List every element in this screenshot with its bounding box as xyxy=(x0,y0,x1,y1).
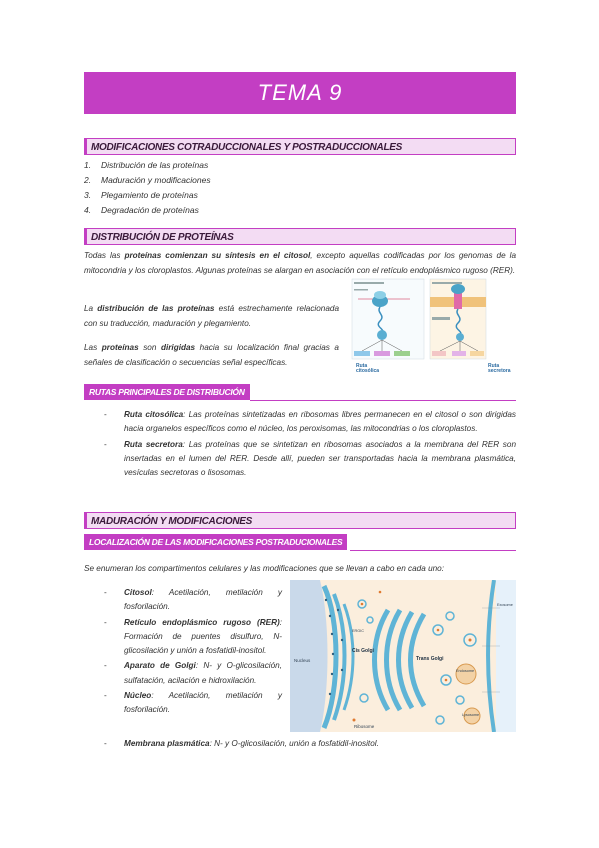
nucleus-label: Nucleus xyxy=(294,658,311,663)
lysosome-label: Lysosome xyxy=(462,713,480,717)
nucleus-shape xyxy=(290,580,328,732)
paragraph-intro-compartimentos: Se enumeran los compartimentos celulares y las modificaciones que se llevan a cabo en cada uno: xyxy=(84,564,444,573)
cytosolic-panel xyxy=(352,279,424,359)
list-item: - Aparato de Golgi: N- y O-glicosilación, sulfatación, acilación e hidroxilación. xyxy=(104,659,282,688)
list-item: - Ruta citosólica: Las proteínas sintetizadas en ribosomas libres permanecen en el citosol o son dirigidas hacia organelos específicos como el núcleo, los peroxisomas, las mitocondrias o los cloroplastos. xyxy=(104,408,516,437)
compartments-list-last xyxy=(104,737,516,752)
cytosolic-caption-2: citosólica xyxy=(356,368,380,373)
endosome-label: Endosome xyxy=(456,669,475,673)
list-item: - Ruta secretora: Las proteínas que se sintetizan en ribosomas asociados a la membrana del RER son insertadas en el lumen del RER. Desde allí, pueden ser transportadas hacia la membrana plasmática, vesículas secretoras o lisosomas. xyxy=(104,438,516,481)
list-item: - Núcleo: Acetilación, metilación y fosforilación. xyxy=(104,689,282,718)
peroxisome-box xyxy=(394,351,410,356)
list-item: - Membrana plasmática: N- y O-glicosilación, unión a fosfatidil-inositol. xyxy=(104,737,516,751)
section-heading-modificaciones: MODIFICACIONES COTRADUCCIONALES Y POSTRADUCCIONALES xyxy=(84,138,516,155)
secretory-caption-1: Ruta xyxy=(488,363,500,369)
list-item: - Citosol: Acetilación, metilación y fosforilación. xyxy=(104,586,282,615)
section-heading-distribucion: DISTRIBUCIÓN DE PROTEÍNAS xyxy=(84,228,516,245)
compartments-list xyxy=(104,586,282,719)
toc-item: 1. Distribución de las proteínas xyxy=(84,160,209,170)
routes-list xyxy=(104,408,516,481)
mitochondria-box xyxy=(374,351,390,356)
ergic-label: ERGIC xyxy=(352,629,365,633)
section-heading-maduracion: MADURACIÓN Y MODIFICACIONES xyxy=(84,512,516,529)
trans-golgi-label: Trans Golgi xyxy=(416,656,444,662)
toc-item: 2. Maduración y modificaciones xyxy=(84,175,211,185)
ribosome-label: Ribosome xyxy=(354,724,375,729)
cis-golgi-label: Cis Golgi xyxy=(352,648,374,654)
secretory-caption-2: secretora xyxy=(488,368,511,373)
endosome-shape xyxy=(456,664,476,684)
table-of-contents xyxy=(84,158,211,218)
toc-item: 4. Degradación de proteínas xyxy=(84,205,199,215)
paragraph-dirigidas: Las proteínas son dirigidas hacia su localización final gracias a señales de clasificación o secuencias señal específicas. xyxy=(84,343,339,367)
cell-compartments-figure xyxy=(290,580,516,732)
subsection-heading-rutas: RUTAS PRINCIPALES DE DISTRIBUCIÓN xyxy=(84,384,250,400)
toc-item: 3. Plegamiento de proteínas xyxy=(84,190,198,200)
paragraph-sintesis: Todas las proteínas comienzan su síntesis en el citosol, excepto aquellas codificadas por los genomas de la mitocondria y los cloroplastos. Algunas proteínas se alargan en asociación con el retículo endoplásmico rugoso (RER). xyxy=(84,251,516,275)
protein-routes-figure xyxy=(350,277,516,373)
paragraph-distribucion: La distribución de las proteínas está estrechamente relacionada con su traducción, maduración y plegamiento. xyxy=(84,304,339,328)
page-title: TEMA 9 xyxy=(84,72,516,114)
cytosolic-caption-1: Ruta xyxy=(356,363,368,369)
exosome-label: Exosome xyxy=(497,603,513,607)
list-item: - Retículo endoplásmico rugoso (RER): Formación de puentes disulfuro, N-glicosilación y unión a fosfatidil-inositol. xyxy=(104,616,282,659)
nucleus-box xyxy=(354,351,370,356)
subsection-heading-localizacion: LOCALIZACIÓN DE LAS MODIFICACIONES POSTRADUCIONALES xyxy=(84,534,347,550)
